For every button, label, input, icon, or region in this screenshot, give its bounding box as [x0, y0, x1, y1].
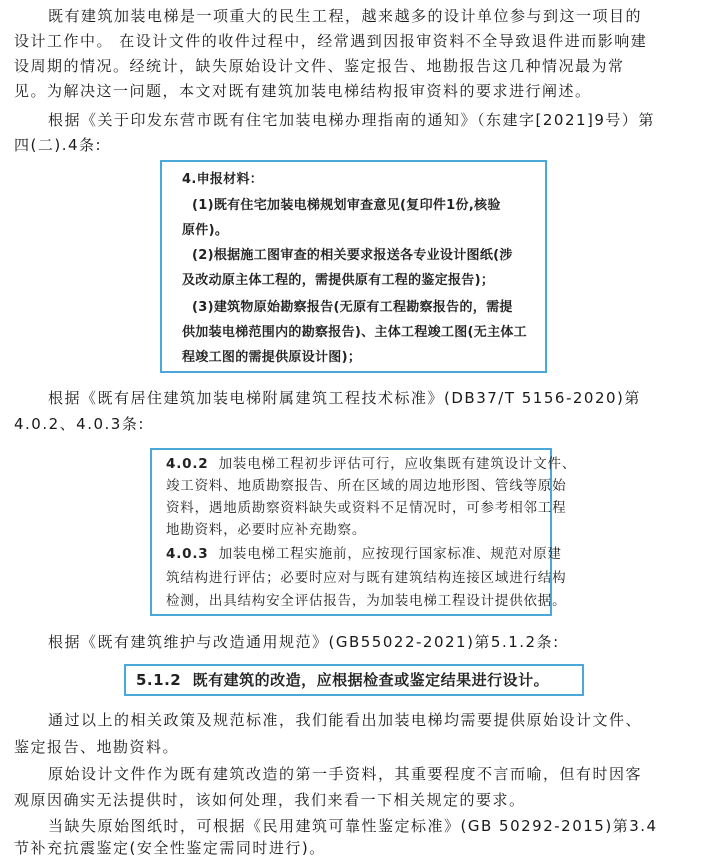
box1-line-4: (2)根据施工图审查的相关要求报送各专业设计图纸(涉 — [192, 248, 513, 263]
ref1-line-2: 四(二).4条: — [14, 136, 103, 154]
clause-text: 加装电梯工程实施前，应按现行国家标准、规范对原建 — [218, 546, 562, 562]
box1-line-7: 供加装电梯范围内的勘察报告)、主体工程竣工图(无主体工 — [182, 325, 527, 340]
box1-line-2: (1)既有住宅加装电梯规划审查意见(复印件1份,核验 — [192, 198, 501, 213]
intro-line-1: 既有建筑加装电梯是一项重大的民生工程，越来越多的设计单位参与到这一项目的 — [48, 7, 643, 25]
ref1-line-1: 根据《关于印发东营市既有住宅加装电梯办理指南的通知》（东建字[2021]9号）第 — [48, 111, 655, 129]
conclusion-line-1: 通过以上的相关政策及规范标准，我们能看出加装电梯均需要提供原始设计文件、 — [48, 711, 643, 729]
box2-line-7: 检测，出具结构安全评估报告，为加装电梯工程设计提供依据。 — [166, 593, 567, 609]
box2-line-2: 竣工资料、地质勘察报告、所在区域的周边地形图、管线等原始 — [166, 478, 567, 494]
box2-clause-1 — [166, 452, 576, 476]
intro-line-4: 见。为解决这一问题，本文对既有建筑加装电梯结构报审资料的要求进行阐述。 — [14, 82, 592, 100]
conclusion-line-5: 当缺失原始图纸时，可根据《民用建筑可靠性鉴定标准》(GB 50292-2015)第3.4 — [48, 817, 658, 835]
clause-text: 既有建筑的改造，应根据检查或鉴定结果进行设计。 — [192, 671, 550, 689]
excerpt-box-standard — [150, 448, 577, 616]
box2-line-3: 资料，遇地质勘察资料缺失或资料不足情况时，可参考相邻工程 — [166, 500, 567, 516]
conclusion-line-3: 原始设计文件作为既有建筑改造的第一手资料，其重要程度不言而喻，但有时因客 — [48, 765, 643, 783]
ref2-line-2: 4.0.2、4.0.3条: — [14, 415, 145, 433]
clause-text: 加装电梯工程初步评估可行，应收集既有建筑设计文件、 — [218, 456, 577, 472]
box1-line-3: 原件)。 — [182, 223, 229, 238]
conclusion-line-6: 节补充抗震鉴定(安全性鉴定需同时进行)。 — [14, 839, 326, 857]
box2-line-4: 地勘资料，必要时应补充勘察。 — [166, 522, 367, 538]
excerpt-box-code — [124, 664, 584, 696]
box1-line-6: (3)建筑物原始勘察报告(无原有工程勘察报告的，需提 — [192, 300, 513, 315]
box2-line-6: 筑结构进行评估；必要时应对与既有建筑结构连接区域进行结构 — [166, 570, 567, 586]
box1-line-8: 程竣工图的需提供原设计图)； — [182, 350, 362, 365]
conclusion-line-4: 观原因确实无法提供时，该如何处理，我们来看一下相关规定的要求。 — [14, 791, 526, 809]
intro-line-3: 设周期的情况。经统计，缺失原始设计文件、鉴定报告、地勘报告这几种情况最为常 — [14, 57, 625, 75]
ref2-line-1: 根据《既有居住建筑加装电梯附属建筑工程技术标准》(DB37/T 5156-2020)第 — [48, 389, 641, 407]
box1-line-5: 及改动原主体工程的，需提供原有工程的鉴定报告)； — [182, 273, 495, 288]
clause-number: 5.1.2 — [136, 671, 182, 689]
ref3-line-1: 根据《既有建筑维护与改造通用规范》(GB55022-2021)第5.1.2条: — [48, 633, 560, 651]
box1-line-1: 4.申报材料： — [182, 172, 264, 187]
box2-clause-2 — [166, 542, 562, 566]
conclusion-line-2: 鉴定报告、地勘资料。 — [14, 738, 180, 756]
clause-number: 4.0.3 — [166, 546, 209, 562]
excerpt-box-notice — [160, 160, 547, 373]
clause-number: 4.0.2 — [166, 456, 209, 472]
intro-line-2: 设计工作中。 在设计文件的收件过程中，经常遇到因报审资料不全导致退件进而影响建 — [14, 32, 648, 50]
box3-clause — [136, 668, 549, 692]
